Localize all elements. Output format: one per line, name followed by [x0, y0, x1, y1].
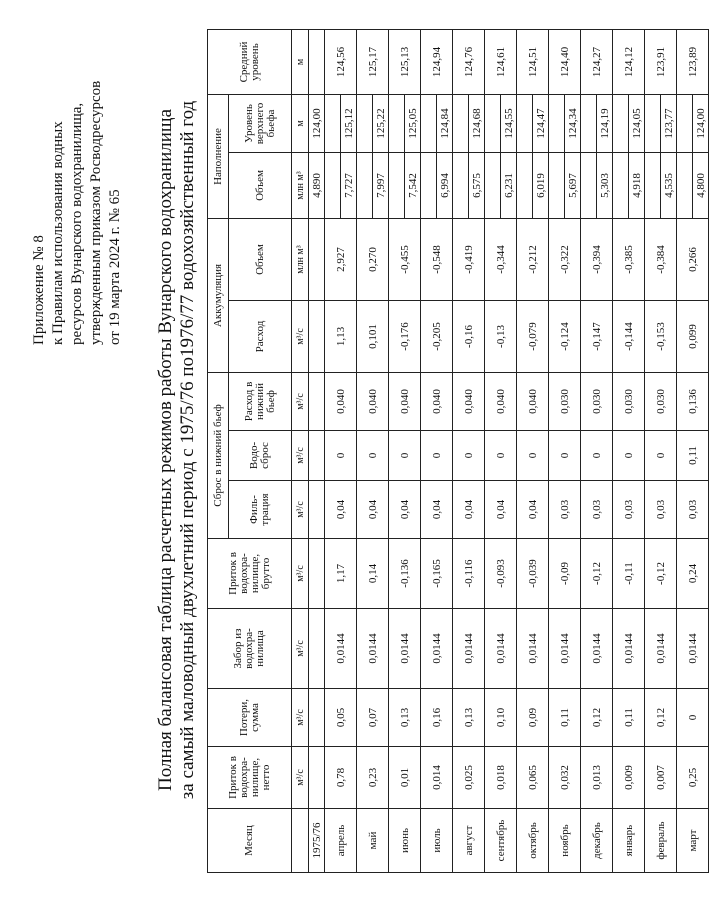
table-cell [309, 431, 325, 481]
cell-poteri: 0,13 [389, 689, 421, 747]
table-cell [325, 94, 341, 152]
table-cell [389, 94, 405, 152]
cell-zabor: 0,0144 [581, 609, 613, 689]
cell-vodosbros: 0 [485, 431, 517, 481]
table-row [517, 29, 533, 872]
header-group-napoln: Наполнение [208, 94, 229, 218]
table-cell [549, 152, 565, 218]
cell-pritok-brutto: -0,093 [485, 539, 517, 609]
cell-poteri: 0,13 [453, 689, 485, 747]
cell-sred-uroven: 123,89 [677, 29, 709, 94]
cell-poteri: 0,10 [485, 689, 517, 747]
cell-vodosbros: 0 [357, 431, 389, 481]
cell-filtr: 0,03 [645, 481, 677, 539]
cell-filtr: 0,04 [325, 481, 357, 539]
cell-obem-nap: 4,918 [629, 152, 645, 218]
cell-sred-uroven: 123,91 [645, 29, 677, 94]
table-cell [357, 94, 373, 152]
cell-zabor: 0,0144 [325, 609, 357, 689]
cell-pritok-netto: 0,25 [677, 747, 709, 809]
cell-poteri: 0,05 [325, 689, 357, 747]
unit-vodosbros: м³/с [292, 431, 309, 481]
unit-poteri: м³/с [292, 689, 309, 747]
appendix-line: от 19 марта 2024 г. № 65 [107, 189, 123, 345]
appendix-line: утвержденным приказом Росводресурсов [88, 80, 104, 345]
unit-pritok-brutto: м³/с [292, 539, 309, 609]
month-label: февраль [645, 809, 677, 873]
cell-pritok-brutto: -0,116 [453, 539, 485, 609]
cell-pritok-netto: 0,23 [357, 747, 389, 809]
unit-obem-ak: млн м³ [292, 218, 309, 300]
cell-obem-nap: 6,994 [437, 152, 453, 218]
cell-poteri: 0,16 [421, 689, 453, 747]
table-cell [581, 152, 597, 218]
month-label: октябрь [517, 809, 549, 873]
cell-zabor: 0,0144 [645, 609, 677, 689]
cell-pritok-brutto: -0,136 [389, 539, 421, 609]
cell-obem-nap: 6,575 [469, 152, 485, 218]
cell-sred-uroven: 125,17 [357, 29, 389, 94]
cell-vodosbros: 0 [453, 431, 485, 481]
cell-filtr: 0,03 [677, 481, 709, 539]
header-group-akkum: Аккумуляция [208, 218, 229, 372]
cell-pritok-brutto: -0,11 [613, 539, 645, 609]
table-row [421, 29, 437, 872]
table-cell [677, 152, 693, 218]
cell-rashod-ak: 0,101 [357, 301, 389, 373]
cell-vodosbros: 0 [581, 431, 613, 481]
cell-rashod-nb: 0,040 [421, 373, 453, 431]
table-row [325, 29, 341, 872]
cell-pritok-netto: 0,01 [389, 747, 421, 809]
cell-sred-uroven: 124,27 [581, 29, 613, 94]
cell-obem-nap: 5,697 [565, 152, 581, 218]
header-group-sbros: Сброс в нижний бьеф [208, 373, 229, 539]
table-cell [517, 152, 533, 218]
cell-vodosbros: 0 [613, 431, 645, 481]
cell-filtr: 0,04 [453, 481, 485, 539]
cell-poteri: 0,09 [517, 689, 549, 747]
title-line-1: Полная балансовая таблица расчетных режимов работы Вунарского водохранилища [155, 109, 176, 791]
cell-rashod-nb: 0,040 [517, 373, 549, 431]
table-cell [613, 94, 629, 152]
cell-filtr: 0,03 [581, 481, 613, 539]
table-cell [421, 94, 437, 152]
document-title [155, 35, 199, 865]
cell-rashod-ak: -0,205 [421, 301, 453, 373]
table-row [549, 29, 565, 872]
cell-obem-ak: -0,394 [581, 218, 613, 300]
cell-zabor: 0,0144 [421, 609, 453, 689]
cell-pritok-netto: 0,065 [517, 747, 549, 809]
cell-pritok-netto: 0,013 [581, 747, 613, 809]
table-row [645, 29, 661, 872]
table-cell [485, 152, 501, 218]
month-label: март [677, 809, 709, 873]
cell-obem-nap: 7,542 [405, 152, 421, 218]
table-body [309, 29, 709, 872]
header-pritok-netto: Приток в водохра-нилище, нетто [208, 747, 292, 809]
table-cell [309, 218, 325, 300]
month-label: август [453, 809, 485, 873]
cell-obem-ak: 2,927 [325, 218, 357, 300]
cell-filtr: 0,04 [517, 481, 549, 539]
appendix-line: Приложение № 8 [31, 235, 47, 345]
table-cell [645, 152, 661, 218]
cell-pritok-brutto: -0,165 [421, 539, 453, 609]
cell-rashod-nb: 0,040 [485, 373, 517, 431]
cell-poteri: 0 [677, 689, 709, 747]
cell-poteri: 0,07 [357, 689, 389, 747]
cell-sred-uroven: 124,61 [485, 29, 517, 94]
cell-zabor: 0,0144 [357, 609, 389, 689]
month-label: апрель [325, 809, 357, 873]
cell-uvb: 124,84 [437, 94, 453, 152]
table-cell [421, 152, 437, 218]
cell-uvb: 124,34 [565, 94, 581, 152]
table-cell [517, 94, 533, 152]
cell-uvb: 125,22 [373, 94, 389, 152]
cell-rashod-nb: 0,030 [549, 373, 581, 431]
cell-pritok-netto: 0,009 [613, 747, 645, 809]
unit-obem-nap: млн м³ [292, 152, 309, 218]
month-label: сентябрь [485, 809, 517, 873]
balance-table [207, 29, 709, 873]
cell-pritok-netto: 0,025 [453, 747, 485, 809]
cell-uvb: 124,55 [501, 94, 517, 152]
cell-pritok-brutto: -0,09 [549, 539, 581, 609]
unit-pritok-netto: м³/с [292, 747, 309, 809]
appendix-line: к Правилам использования водных [50, 121, 66, 345]
cell-uvb: 125,05 [405, 94, 421, 152]
table-cell [389, 152, 405, 218]
cell-rashod-ak: -0,147 [581, 301, 613, 373]
cell-obem-nap: 5,303 [597, 152, 613, 218]
header-pritok-brutto: Приток в водохра-нилище, брутто [208, 539, 292, 609]
cell-rashod-ak: 0,099 [677, 301, 709, 373]
cell-filtr: 0,03 [549, 481, 581, 539]
table-cell [677, 94, 693, 152]
cell-sred-uroven: 124,76 [453, 29, 485, 94]
cell-sred-uroven: 124,40 [549, 29, 581, 94]
table-row [613, 29, 629, 872]
header-obem-ak: Объем [229, 218, 292, 300]
cell-zabor: 0,0144 [389, 609, 421, 689]
header-sred-uroven: Средний уровень [208, 29, 292, 94]
cell-rashod-ak: -0,176 [389, 301, 421, 373]
table-row [677, 29, 693, 872]
cell-poteri: 0,12 [645, 689, 677, 747]
table-cell [581, 94, 597, 152]
header-vodosbros: Водо-сброс [229, 431, 292, 481]
table-row-year [309, 29, 325, 872]
cell-rashod-ak: -0,144 [613, 301, 645, 373]
cell-uvb: 125,12 [341, 94, 357, 152]
cell-obem-nap: 4,800 [693, 152, 709, 218]
cell-sred-uroven: 124,56 [325, 29, 357, 94]
year-uvb: 124,00 [309, 94, 325, 152]
cell-obem-nap: 7,997 [373, 152, 389, 218]
cell-pritok-brutto: -0,12 [645, 539, 677, 609]
cell-filtr: 0,04 [485, 481, 517, 539]
month-label: ноябрь [549, 809, 581, 873]
cell-poteri: 0,11 [549, 689, 581, 747]
cell-uvb: 124,68 [469, 94, 485, 152]
cell-pritok-brutto: 1,17 [325, 539, 357, 609]
cell-pritok-brutto: -0,039 [517, 539, 549, 609]
month-label: декабрь [581, 809, 613, 873]
cell-pritok-brutto: -0,12 [581, 539, 613, 609]
cell-uvb: 124,05 [629, 94, 645, 152]
table-cell [485, 94, 501, 152]
header-rashod-nb: Расход в нижний бьеф [229, 373, 292, 431]
cell-poteri: 0,11 [613, 689, 645, 747]
table-cell [453, 152, 469, 218]
cell-poteri: 0,12 [581, 689, 613, 747]
table-cell [309, 29, 325, 94]
table-cell [453, 94, 469, 152]
table-row [357, 29, 373, 872]
cell-uvb: 124,19 [597, 94, 613, 152]
header-month: Месяц [208, 809, 292, 873]
table-cell [357, 152, 373, 218]
unit-month [292, 809, 309, 873]
unit-uvb: м [292, 94, 309, 152]
cell-pritok-brutto: 0,24 [677, 539, 709, 609]
cell-rashod-nb: 0,040 [357, 373, 389, 431]
month-label: май [357, 809, 389, 873]
cell-rashod-nb: 0,136 [677, 373, 709, 431]
year-obem-nap: 4,890 [309, 152, 325, 218]
table-row [581, 29, 597, 872]
table-cell [613, 152, 629, 218]
cell-vodosbros: 0 [389, 431, 421, 481]
cell-rashod-ak: -0,079 [517, 301, 549, 373]
cell-obem-ak: 0,270 [357, 218, 389, 300]
cell-zabor: 0,0144 [485, 609, 517, 689]
table-row [389, 29, 405, 872]
cell-rashod-nb: 0,030 [581, 373, 613, 431]
unit-filtr: м³/с [292, 481, 309, 539]
cell-rashod-ak: -0,153 [645, 301, 677, 373]
table-cell [549, 94, 565, 152]
table-row [453, 29, 469, 872]
cell-vodosbros: 0 [549, 431, 581, 481]
header-obem-nap: Объем [229, 152, 292, 218]
cell-rashod-nb: 0,030 [645, 373, 677, 431]
unit-rashod-nb: м³/с [292, 373, 309, 431]
cell-rashod-nb: 0,040 [325, 373, 357, 431]
title-line-2: за самый маловодный двухлетний период с 1975/76 по1976/77 водохозяйственный год [177, 100, 198, 800]
table-cell [309, 609, 325, 689]
cell-obem-ak: -0,455 [389, 218, 421, 300]
unit-rashod-ak: м³/с [292, 301, 309, 373]
unit-sred-uroven: м [292, 29, 309, 94]
cell-rashod-ak: -0,13 [485, 301, 517, 373]
table-cell [309, 481, 325, 539]
cell-vodosbros: 0 [517, 431, 549, 481]
cell-vodosbros: 0 [645, 431, 677, 481]
cell-rashod-ak: 1,13 [325, 301, 357, 373]
cell-rashod-nb: 0,040 [453, 373, 485, 431]
cell-vodosbros: 0 [421, 431, 453, 481]
cell-obem-nap: 6,231 [501, 152, 517, 218]
cell-vodosbros: 0,11 [677, 431, 709, 481]
cell-zabor: 0,0144 [677, 609, 709, 689]
cell-rashod-nb: 0,040 [389, 373, 421, 431]
month-label: июнь [389, 809, 421, 873]
cell-obem-ak: 0,266 [677, 218, 709, 300]
header-zabor: Забор из водохра-нилища [208, 609, 292, 689]
header-rashod-ak: Расход [229, 301, 292, 373]
cell-pritok-netto: 0,78 [325, 747, 357, 809]
cell-zabor: 0,0144 [517, 609, 549, 689]
cell-pritok-brutto: 0,14 [357, 539, 389, 609]
cell-sred-uroven: 124,51 [517, 29, 549, 94]
cell-vodosbros: 0 [325, 431, 357, 481]
cell-obem-ak: -0,385 [613, 218, 645, 300]
table-cell [325, 152, 341, 218]
cell-sred-uroven: 124,94 [421, 29, 453, 94]
cell-pritok-netto: 0,014 [421, 747, 453, 809]
table-cell [309, 747, 325, 809]
cell-obem-ak: -0,212 [517, 218, 549, 300]
cell-obem-ak: -0,419 [453, 218, 485, 300]
cell-obem-nap: 4,535 [661, 152, 677, 218]
table-row [485, 29, 501, 872]
cell-filtr: 0,04 [421, 481, 453, 539]
cell-rashod-nb: 0,030 [613, 373, 645, 431]
cell-rashod-ak: -0,124 [549, 301, 581, 373]
header-poteri: Потери, сумма [208, 689, 292, 747]
cell-obem-ak: -0,384 [645, 218, 677, 300]
month-label: июль [421, 809, 453, 873]
appendix-line: ресурсов Вунарского водохранилища, [69, 102, 85, 345]
cell-obem-ak: -0,344 [485, 218, 517, 300]
cell-rashod-ak: -0,16 [453, 301, 485, 373]
cell-filtr: 0,04 [389, 481, 421, 539]
table-cell [645, 94, 661, 152]
table-cell [309, 301, 325, 373]
cell-obem-ak: -0,322 [549, 218, 581, 300]
cell-filtr: 0,03 [613, 481, 645, 539]
table-cell [309, 373, 325, 431]
unit-zabor: м³/с [292, 609, 309, 689]
table-cell [309, 689, 325, 747]
header-uvb: Уровень верхнего бьефа [229, 94, 292, 152]
cell-obem-nap: 6,019 [533, 152, 549, 218]
cell-pritok-netto: 0,018 [485, 747, 517, 809]
cell-zabor: 0,0144 [549, 609, 581, 689]
cell-filtr: 0,04 [357, 481, 389, 539]
cell-uvb: 124,47 [533, 94, 549, 152]
cell-pritok-netto: 0,032 [549, 747, 581, 809]
cell-uvb: 123,77 [661, 94, 677, 152]
year-label: 1975/76 [309, 809, 325, 873]
month-label: январь [613, 809, 645, 873]
cell-pritok-netto: 0,007 [645, 747, 677, 809]
cell-sred-uroven: 124,12 [613, 29, 645, 94]
table-cell [309, 539, 325, 609]
cell-zabor: 0,0144 [453, 609, 485, 689]
header-filtr: Филь-трация [229, 481, 292, 539]
cell-uvb: 124,00 [693, 94, 709, 152]
cell-sred-uroven: 125,13 [389, 29, 421, 94]
cell-zabor: 0,0144 [613, 609, 645, 689]
cell-obem-nap: 7,727 [341, 152, 357, 218]
cell-obem-ak: -0,548 [421, 218, 453, 300]
